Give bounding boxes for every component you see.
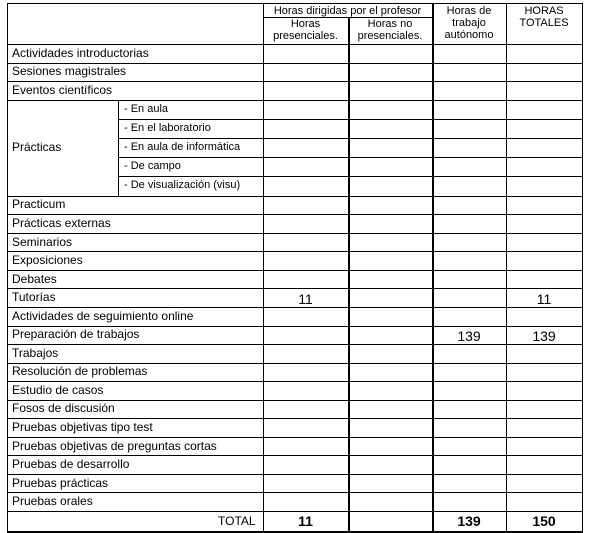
row-label: Sesiones magistrales: [12, 64, 127, 79]
total-total: 150: [532, 513, 556, 529]
grid-line-h: [7, 233, 583, 234]
grid-line-h: [118, 119, 583, 120]
grid-line-h: [7, 270, 583, 271]
grid-line-v: [118, 100, 119, 197]
row-label: Eventos científicos: [12, 82, 113, 97]
grid-line-h: [7, 214, 583, 215]
row-label: Practicum: [12, 197, 66, 212]
row-label: Actividades introductorias: [12, 45, 149, 60]
grid-line-h: [7, 437, 583, 438]
grid-line-v: [348, 17, 350, 533]
grid-line-h: [7, 44, 583, 45]
grid-line-h: [118, 176, 583, 177]
row-label: Preparación de trabajos: [12, 327, 140, 342]
cell-total: 139: [532, 327, 556, 344]
grid-line-h: [7, 307, 583, 308]
grid-line-v: [7, 3, 8, 45]
header-totales: HORAS TOTALES: [519, 5, 569, 29]
row-label: Fosos de discusión: [12, 401, 115, 416]
row-label: Debates: [12, 271, 57, 286]
grid-line-v: [432, 3, 434, 533]
grid-line-h: [7, 455, 583, 456]
grid-line-v: [506, 3, 507, 533]
cell-pres: 11: [298, 290, 313, 307]
header-presenciales: Horas presenciales.: [273, 18, 338, 42]
row-label: Seminarios: [12, 234, 73, 249]
grid-line-h: [7, 3, 264, 4]
row-label: Prácticas: [12, 140, 62, 155]
grid-line-h: [7, 326, 583, 327]
grid-line-h: [118, 138, 583, 139]
grid-line-v: [7, 44, 8, 533]
row-label: Pruebas objetivas tipo test: [12, 420, 153, 435]
grid-line-h: [7, 251, 583, 252]
grid-line-h: [263, 3, 583, 4]
practicas-sub-label: - En aula de informática: [124, 141, 241, 154]
practicas-sub-label: - En aula: [124, 102, 169, 115]
grid-line-h: [7, 418, 583, 419]
grid-line-h: [118, 157, 583, 158]
grid-line-h: [7, 196, 583, 197]
row-label: Prácticas externas: [12, 215, 111, 230]
header-group-label: Horas dirigidas por el profesor: [273, 5, 422, 17]
practicas-sub-label: - De campo: [124, 160, 181, 173]
grid-line-h: [7, 100, 583, 101]
grid-line-v: [263, 3, 264, 533]
grid-line-h: [7, 63, 583, 64]
grid-line-h: [7, 381, 583, 382]
header-no-presenciales: Horas no presenciales.: [357, 18, 423, 42]
grid-line-h: [7, 363, 583, 364]
cell-auto: 139: [457, 327, 481, 344]
row-label: Pruebas objetivas de preguntas cortas: [12, 438, 217, 453]
row-label: Pruebas prácticas: [12, 475, 109, 490]
row-label: Resolución de problemas: [12, 364, 148, 379]
total-label: TOTAL: [218, 514, 256, 528]
practicas-sub-label: - De visualización (visu): [124, 179, 241, 192]
cell-total: 11: [536, 290, 552, 307]
row-label: Tutorías: [12, 290, 56, 305]
row-label: Exposiciones: [12, 253, 83, 268]
grid-line-h: [7, 81, 583, 82]
grid-line-h: [7, 288, 583, 289]
practicas-sub-label: - En el laboratorio: [124, 121, 211, 134]
row-label: Pruebas de desarrollo: [12, 457, 130, 472]
total-auto: 139: [457, 513, 481, 529]
grid-line-h: [7, 474, 583, 475]
header-autonomo: Horas de trabajo autónomo: [444, 5, 494, 41]
row-label: Pruebas orales: [12, 494, 93, 509]
total-pres: 11: [298, 513, 313, 529]
grid-line-h: [7, 400, 583, 401]
grid-line-h: [7, 492, 583, 493]
row-label: Trabajos: [12, 345, 59, 360]
row-label: Actividades de seguimiento online: [12, 308, 194, 323]
row-label: Estudio de casos: [12, 382, 104, 397]
grid-line-v: [582, 3, 583, 533]
grid-line-h: [7, 344, 583, 345]
grid-line-h: [7, 511, 583, 512]
